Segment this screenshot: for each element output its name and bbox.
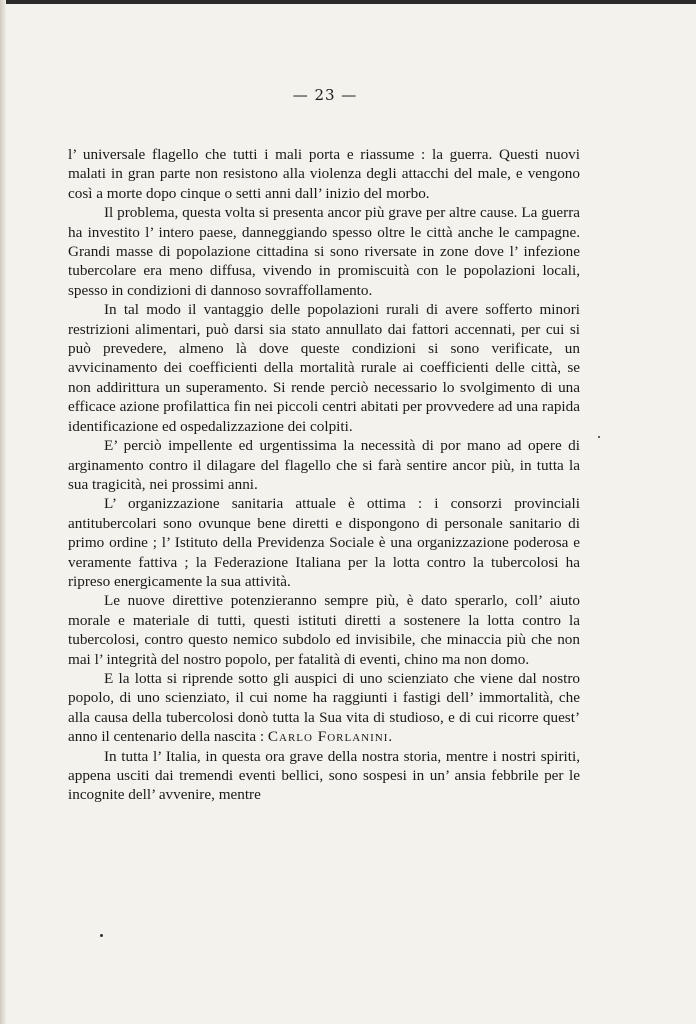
ink-speck	[598, 436, 600, 438]
paragraph-7-text: E la lotta si riprende sotto gli auspici di uno scienziato che viene dal nostro popolo, di uno scienziato, il cui nome ha raggiunti i fastigi dell’ immortalità, che alla causa della tubercolosi donò tutta la Sua vita di studioso, e di cui ricorre quest’ anno il centenario della nascita :	[68, 669, 580, 746]
paragraph-2: Il problema, questa volta si presenta ancor più grave per altre cause. La guerra ha investito l’ intero paese, danneggiando spesso oltre le città anche le campagne. Grandi masse di popolazione cittadina si sono riversate in zone dove l’ infezione tubercolare era meno diffusa, vivendo in promiscuità con le popolazioni locali, spesso in condizioni di dannoso sovraffollamento.	[68, 204, 580, 299]
body-text	[68, 145, 580, 805]
page-binding-edge	[0, 0, 6, 1024]
paragraph-8: In tutta l’ Italia, in questa ora grave della nostra storia, mentre i nostri spiriti, appena usciti dai tremendi eventi bellici, sono sospesi in un’ ansia febbrile per le incognite dell’ avvenire, mentre	[68, 747, 580, 804]
scientist-name: Carlo Forlanini.	[267, 728, 394, 746]
paragraph-5: L’ organizzazione sanitaria attuale è ottima : i consorzi provinciali antitubercolari sono ovunque bene diretti e dispongono di personale sanitario di primo ordine ; l’ Istituto della Previdenza Sociale è una organizzazione poderosa e veramente fattiva ; la Federazione Italiana per la lotta contro la tubercolosi ha ripreso energicamente la sua attività.	[68, 495, 580, 590]
paragraph-7	[68, 669, 580, 747]
paragraph-1: l’ universale flagello che tutti i mali porta e riassume : la guerra. Questi nuovi malati in gran parte non resistono alla violenza degli attacchi del male, e vengono così a morte dopo cinque o setti anni dall’ inizio del morbo.	[68, 146, 580, 202]
paragraph-4: E’ perciò impellente ed urgentissima la necessità di por mano ad opere di arginamento contro il dilagare del flagello che si farà sentire ancor più, in tutta la sua tragicità, nei prossimi anni.	[68, 437, 580, 493]
page-number: — 23 —	[292, 86, 358, 104]
paragraph-3: In tal modo il vantaggio delle popolazioni rurali di avere sofferto minori restrizioni alimentari, può darsi sia stato annullato dai fattori accennati, per cui si può prevedere, almeno là dove queste condizioni si sono verificate, un avvicinamento dei coefficienti della mortalità rurale ai coefficienti delle città, se non addirittura un superamento. Si rende perciò necessario lo svolgimento di una efficace azione profilattica fin nei piccoli centri abitati per provvedere ad una rapida identificazione ed ospedalizzazione dei colpiti.	[68, 301, 580, 435]
page-top-edge	[0, 0, 696, 4]
ink-speck	[100, 934, 103, 937]
paragraph-6: Le nuove direttive potenzieranno sempre più, è dato sperarlo, coll’ aiuto morale e materiale di tutti, questi istituti diretti a sostenere la lotta contro la tubercolosi, contro questo nemico subdolo ed invisibile, che minaccia più che non mai l’ integrità del nostro popolo, per fatalità di eventi, chino ma non domo.	[68, 592, 580, 668]
